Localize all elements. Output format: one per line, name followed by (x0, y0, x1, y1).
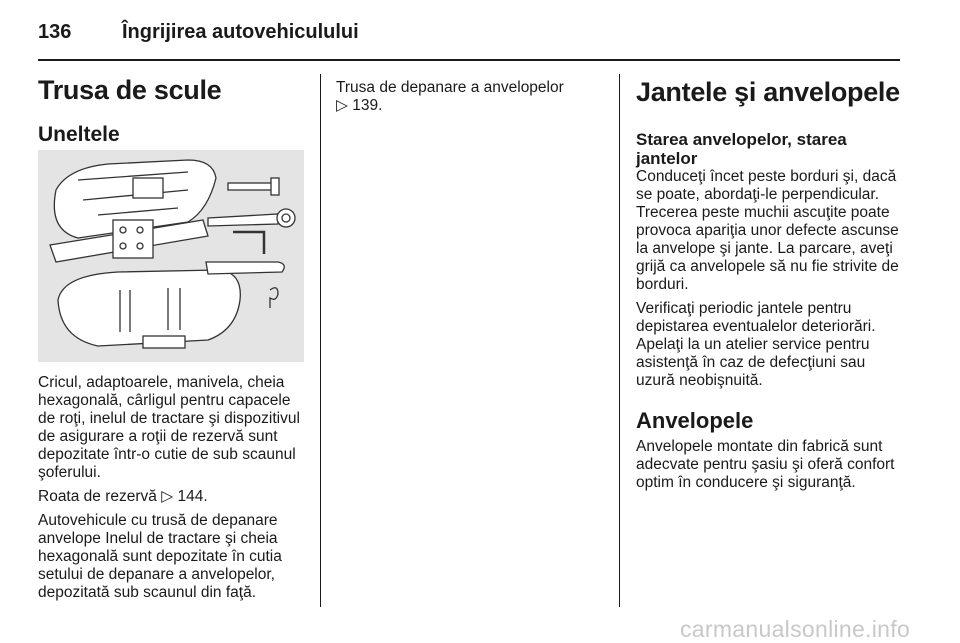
reference-arrow-icon: ▷ (336, 97, 348, 114)
tyres-paragraph: Anvelopele montate din fabrică sunt adecvate pentru şasiu şi oferă confort optim în conducere şi siguranţă. (636, 438, 895, 491)
tools-drawing-icon (38, 150, 304, 362)
subsection-title-tools: Uneltele (38, 123, 120, 146)
spare-wheel-text: Roata de rezervă (38, 488, 157, 505)
subsection-title-tyres: Anvelopele (636, 408, 754, 433)
reference-arrow-icon: ▷ (161, 488, 174, 505)
column-divider-2 (619, 74, 620, 607)
page-number: 136 (38, 21, 72, 43)
tyre-condition-paragraph-1: Conduceţi încet peste borduri şi, dacă se poate, abordaţi-le perpendicular. Trecerea peste muchii ascuţite poate provoca apariţia unor defecte ascunse la anvelope şi jante. La parcare, aveţi grijă ca anvelopele să nu fie strivite de borduri. (636, 168, 899, 293)
column-divider-1 (320, 74, 321, 607)
tyre-condition-paragraph-2: Verificaţi periodic jantele pentru depistarea eventualelor deteriorări. Apelaţi la un atelier service pentru asistenţă în caz de defecţiuni sau uzură neobişnuită. (636, 300, 876, 389)
spare-wheel-paragraph (38, 488, 308, 506)
section-title-wheels-tyres: Jantele şi anvelopele (636, 77, 900, 107)
column-left-body (38, 374, 308, 608)
tools-illustration (38, 150, 304, 362)
section-title-tool-kit: Trusa de scule (38, 75, 222, 105)
tools-description-paragraph: Cricul, adaptoarele, manivela, cheia hexagonală, cârligul pentru capacele de roţi, inelul de tractare şi dispozitivul de asigurare a roţii de rezervă sunt depozitate într-o cutie de sub scaunul şoferului. (38, 374, 300, 481)
repair-kit-page-ref[interactable]: 139. (352, 97, 383, 114)
spare-wheel-page-ref[interactable]: 144. (177, 488, 208, 505)
subsection-title-tyre-condition: Starea anvelopelor, starea jantelor (636, 130, 847, 168)
repair-kit-paragraph: Autovehicule cu trusă de depanare anvelope Inelul de tractare şi cheia hexagonală sunt depozitate în cutia setului de depanare a anvelopelor, depozitată sub scaunul din faţă. (38, 512, 282, 601)
repair-kit-reference-paragraph (336, 79, 606, 115)
watermark: carmanualsonline.info (680, 616, 911, 642)
column-left (38, 74, 308, 148)
page-header-title: Îngrijirea autovehiculului (122, 21, 359, 43)
header-divider (38, 59, 900, 61)
column-middle (336, 79, 606, 121)
column-right (636, 76, 906, 498)
repair-kit-reference-text: Trusa de depanare a anvelopelor (336, 79, 564, 96)
